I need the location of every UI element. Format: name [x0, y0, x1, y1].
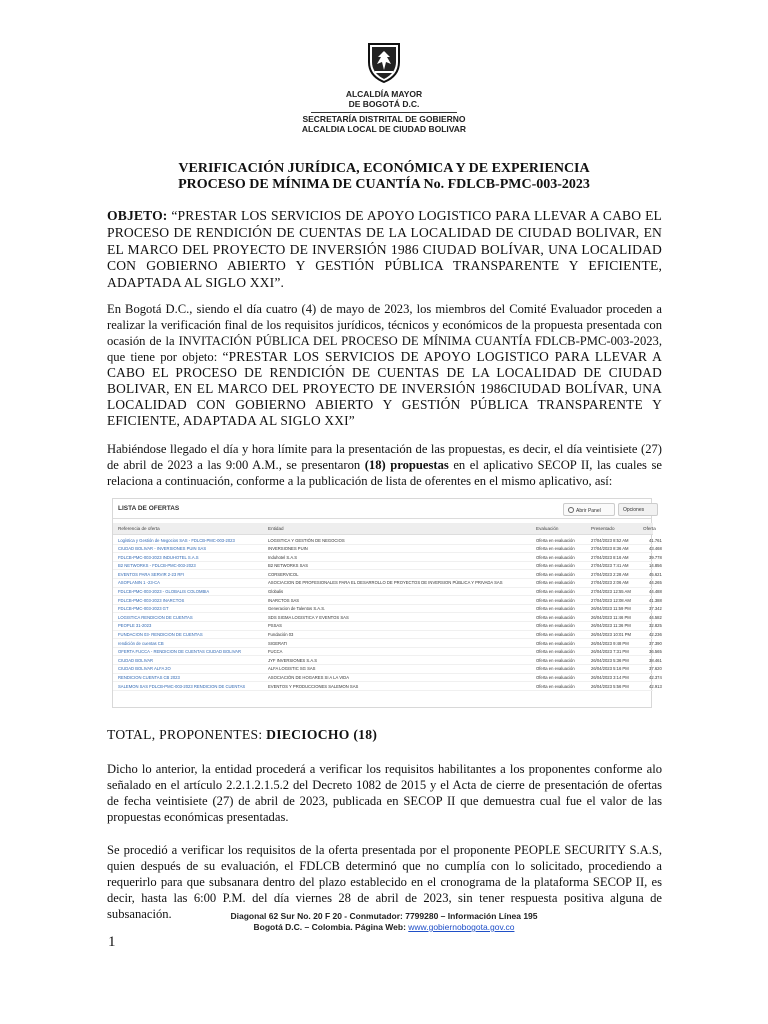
table-row — [113, 553, 662, 562]
offer-entity: SDS SIGMA LOGISTICA Y EVENTOS SAS — [268, 614, 349, 620]
total-proponents — [107, 727, 377, 743]
table-row — [113, 605, 662, 614]
offer-value: 42.913 — [649, 683, 662, 689]
offer-date: 27/04/2023 12:55 AM — [591, 589, 631, 595]
header-line-4: ALCALDIA LOCAL DE CIUDAD BOLIVAR — [301, 124, 467, 134]
footer-web-prefix: Bogotá D.C. – Colombia. Página Web: — [253, 922, 409, 932]
offer-date: 26/04/2023 5:16 PM — [591, 666, 629, 672]
table-row — [113, 596, 662, 605]
offer-value: 41.388 — [649, 597, 662, 603]
offer-value: 42.236 — [649, 632, 662, 638]
offer-reference-link[interactable]: Logística y Gestión de Negocios SAS - FDLCB-PMC-003-2023 — [118, 537, 235, 543]
table-row — [113, 545, 662, 554]
objeto-label: OBJETO: — [107, 208, 168, 223]
offer-status: Oferta en evaluación — [536, 640, 575, 646]
offer-reference-link[interactable]: FDLCB-PMC-003-2023 INDUHOTEL S.A.S — [118, 554, 199, 560]
offers-list-toolbar — [113, 499, 651, 519]
offer-status: Oferta en evaluación — [536, 649, 575, 655]
offer-value: 39.778 — [649, 554, 662, 560]
offer-status: Oferta en evaluación — [536, 546, 575, 552]
offer-date: 27/04/2023 2:06 AM — [591, 580, 629, 586]
table-row — [113, 682, 662, 691]
offer-entity: INARCTOS SAS — [268, 597, 300, 603]
offer-reference-link[interactable]: FDLCB-PMC-003-2023 GT — [118, 606, 169, 612]
offer-entity: LOGISTICA Y GESTIÓN DE NEGOCIOS — [268, 537, 345, 543]
verification-paragraph: Dicho lo anterior, la entidad procederá a verificar los requisitos habilitantes a los proponentes conforme alo señalado en el artículo 2.2.1.2.1.5.2 del Decreto 1082 de 2015 y el Acta de cierre de presentación de ofertas de fecha veintisiete (27) de abril de 2023, publicada en SECOP II que demuestra cual fue el valor de las propuestas económicas presentadas. — [107, 762, 662, 824]
offer-value: 36.565 — [649, 649, 662, 655]
header-divider — [311, 112, 457, 113]
offer-reference-link[interactable]: rendición de cuentas CB — [118, 640, 164, 646]
offer-reference-link[interactable]: SALEMON SAS FDLCB-PMC-003-2023 RENDICION DE CUENTAS — [118, 683, 246, 689]
proposals-text-2: en el aplicativo SECOP II, las cuales se relaciona a continuación, conforme a la publicación de lista de oferentes en el mismo aplicativo, así: — [107, 458, 662, 488]
offers-table-body — [113, 536, 662, 691]
offer-status: Oferta en evaluación — [536, 563, 575, 569]
total-label: TOTAL, PROPONENTES: — [107, 727, 267, 742]
offer-reference-link[interactable]: OFERTA FUCCA - RENDICION DE CUENTAS CIUDAD BOLIVAR — [118, 649, 242, 655]
offer-entity: ALFA LOGISTIC SG SAS — [268, 666, 316, 672]
offer-reference-link[interactable]: CIUDAD BOLIVAR — [118, 657, 154, 663]
offer-reference-link[interactable]: CIUDAD BOLIVAR ALFA 2O — [118, 666, 171, 672]
offer-status: Oferta en evaluación — [536, 623, 575, 629]
offer-reference-link[interactable]: EVENTOS PARA SERVIR 2-23 RFI — [118, 571, 185, 577]
table-row — [113, 613, 662, 622]
offer-status: Oferta en evaluación — [536, 580, 575, 586]
footer-web — [0, 922, 768, 933]
offer-date: 26/04/2023 11:46 PM — [591, 614, 631, 620]
offer-entity: ASOCIACIÓN DE HOGARES SI A LA VIDA — [268, 675, 349, 680]
offer-reference-link[interactable]: FDLCB-PMC-003-2023 INARCTOS — [118, 597, 185, 603]
offer-entity: ASOCIACION DE PROFESIONALES PARA EL DESARROLLO DE PROYECTOS DE INVERSION PÚBLICA Y PRIVADA SAS — [268, 580, 503, 586]
offer-reference-link[interactable]: ASOPLANIN 1 -23-CA — [118, 580, 160, 586]
offer-reference-link[interactable]: CIUDAD BOLIVAR - INVERSIONES PUIN SAS — [118, 546, 207, 552]
plus-circle-icon — [568, 507, 574, 513]
document-subtitle: PROCESO DE MÍNIMA DE CUANTÍA No. FDLCB-PMC-003-2023 — [178, 177, 590, 192]
offer-entity: FUCCA — [268, 649, 283, 655]
offer-entity: SIGERATI — [268, 640, 288, 646]
offer-entity: B2 NETWORKS SAS — [268, 563, 309, 569]
offer-entity: CORSERVICOL — [268, 571, 299, 577]
offer-value: 44.488 — [649, 589, 662, 595]
offer-value: 38.461 — [649, 657, 662, 663]
offer-status: Oferta en evaluación — [536, 614, 575, 620]
offer-reference-link[interactable]: LOGISTICA RENDICION DE CUENTAS — [118, 614, 193, 620]
offer-date: 26/04/2023 11:59 PM — [591, 606, 631, 612]
table-row — [113, 674, 662, 683]
table-row — [113, 588, 662, 597]
offer-date: 26/04/2023 11:36 PM — [591, 623, 631, 629]
offer-status: Oferta en evaluación — [536, 606, 575, 612]
offer-reference-link[interactable]: B2 NETWORKS - FDLCB-PMC-003-2023 — [118, 563, 196, 569]
offer-reference-link[interactable]: RENDICION CUENTAS CB 2023 — [118, 675, 180, 680]
offer-reference-link[interactable]: PEOPLE 31-2023 — [118, 623, 152, 629]
offer-value: 41.761 — [649, 537, 662, 543]
intro-paragraph — [107, 301, 662, 429]
offer-value: 32.825 — [649, 623, 662, 629]
offer-value: 43.468 — [649, 546, 662, 552]
offers-list-title: LISTA DE OFERTAS — [118, 505, 180, 512]
proposals-count: (18) propuestas — [364, 458, 449, 472]
offer-status: Oferta en evaluación — [536, 597, 575, 603]
website-link[interactable]: www.gobiernobogota.gov.co — [408, 922, 515, 932]
offer-value: 42.374 — [649, 675, 662, 680]
header-line-2: DE BOGOTÁ D.C. — [348, 99, 420, 109]
offer-date: 26/04/2023 5:36 PM — [591, 657, 629, 663]
coat-of-arms-icon — [363, 40, 405, 84]
offer-status: Oferta en evaluación — [536, 554, 575, 560]
table-row — [113, 579, 662, 588]
table-row — [113, 562, 662, 571]
offer-date: 27/04/2023 12:08 AM — [591, 597, 631, 603]
offer-status: Oferta en evaluación — [536, 683, 575, 689]
intro-text: En Bogotá D.C., siendo el día cuatro (4) de mayo de 2023, los miembros del Comité Evaluador proceden a realizar la verificación final de los requisitos jurídicos, técnicos y económicos de la propuesta presentada con ocasión de la INVITACIÓN PÚBLICA DEL PROCESO DE MÍNIMA CUANTÍA FDLCB-PMC-003-2023, que tiene por objeto: — [107, 302, 662, 364]
column-header-entity[interactable]: Entidad — [268, 526, 284, 531]
offer-status: Oferta en evaluación — [536, 589, 575, 595]
total-value: DIECIOCHO (18) — [266, 727, 378, 742]
header-line-1: ALCALDÍA MAYOR — [345, 89, 423, 99]
offer-value: 37.620 — [649, 666, 662, 672]
offer-status: Oferta en evaluación — [536, 537, 575, 543]
column-header-reference[interactable]: Referencia de oferta — [118, 526, 160, 531]
table-row — [113, 665, 662, 674]
column-header-evaluation[interactable]: Evaluación — [536, 526, 559, 531]
offers-table-header — [113, 523, 656, 535]
objeto-text: “PRESTAR LOS SERVICIOS DE APOYO LOGISTICO PARA LLEVAR A CABO EL PROCESO DE RENDICIÓN DE CUENTAS DE LA LOCALIDAD DE CIUDAD BOLIVAR, EN EL MARCO DEL PROYECTO DE INVERSIÓN 1986 CIUDAD BOLÍVAR, UNA LOCALIDAD CON GOBIERNO ABIERTO Y GESTIÓN PÚBLICA TRANSPARENTE Y EFICIENTE, ADAPTADA AL SIGLO XXI”. — [107, 208, 662, 291]
offer-date: 26/04/2023 7:31 PM — [591, 649, 629, 655]
column-header-offer[interactable]: Oferta — [643, 526, 656, 531]
offer-entity: Globalis — [268, 589, 284, 595]
table-row — [113, 648, 662, 657]
footer-address: Diagonal 62 Sur No. 20 F 20 - Conmutador: 7799280 – Información Línea 195 — [230, 911, 538, 921]
offer-value: 37.342 — [649, 606, 662, 612]
offer-value: 44.265 — [649, 580, 662, 586]
offer-status: Oferta en evaluación — [536, 657, 575, 663]
offer-date: 27/04/2023 7:41 AM — [591, 563, 629, 569]
offer-date: 27/04/2023 8:16 AM — [591, 554, 629, 560]
options-label: Opciones — [623, 507, 645, 513]
offer-entity: Fundación 03 — [268, 632, 294, 638]
offer-date: 26/04/2023 5:56 PM — [591, 683, 629, 689]
table-row — [113, 656, 662, 665]
offer-status: Oferta en evaluación — [536, 675, 575, 680]
table-row — [113, 536, 662, 545]
offer-value: 14.856 — [649, 563, 662, 569]
table-row — [113, 622, 662, 631]
table-row — [113, 639, 662, 648]
offer-date: 27/04/2023 2:28 AM — [591, 571, 629, 577]
offer-entity: PSSAS — [268, 623, 282, 629]
table-row — [113, 570, 662, 579]
offer-date: 26/04/2023 10:01 PM — [591, 632, 632, 638]
header-line-3: SECRETARÍA DISTRITAL DE GOBIERNO — [302, 114, 466, 124]
offer-value: 37.390 — [649, 640, 662, 646]
offer-status: Oferta en evaluación — [536, 666, 575, 672]
offer-reference-link[interactable]: FDLCB-PMC-003-2023 - GLOBALIS COLOMBIA — [118, 589, 210, 595]
offer-value: 45.621 — [649, 571, 662, 577]
offer-date: 27/04/2023 8:52 AM — [591, 537, 629, 543]
page-number: 1 — [108, 934, 116, 950]
intro-objeto-quote: “PRESTAR LOS SERVICIOS DE APOYO LOGISTICO PARA LLEVAR A CABO EL PROCESO DE RENDICIÓN DE CUENTAS DE LA LOCALIDAD DE CIUDAD BOLIVAR, EN EL MARCO DEL PROYECTO DE INVERSIÓN 1986CIUDAD BOLÍVAR, UNA LOCALIDAD CON GOBIERNO ABIERTO Y GESTIÓN PÚBLICA TRANSPARENTE Y EFICIENTE, ADAPTADA AL SIGLO XXI” — [107, 349, 662, 428]
offer-entity: EVENTOS Y PRODUCCIONES SALEMON SAS — [268, 683, 359, 689]
offer-date: 26/04/2023 3:14 PM — [591, 675, 629, 680]
proposals-text-1: Habiéndose llegado el día y hora límite para la presentación de las propuestas, es decir, el día veintisiete (27) de abril de 2023 a las 9:00 A.M., se presentaron — [107, 442, 662, 472]
column-header-submitted[interactable]: Presentado — [591, 526, 615, 531]
offer-status: Oferta en evaluación — [536, 571, 575, 577]
table-row — [113, 631, 662, 640]
offers-list-panel — [112, 498, 662, 708]
open-panel-label: Abrir Panel — [576, 508, 601, 514]
offer-reference-link[interactable]: FUNDACION 03- RENDICION DE CUENTAS — [118, 632, 203, 638]
offer-entity: JYF INVERSIONES S.A.S — [268, 657, 318, 663]
offer-value: 44.582 — [649, 614, 662, 620]
offer-status: Oferta en evaluación — [536, 632, 575, 638]
objeto-paragraph — [107, 208, 662, 292]
open-panel-button[interactable] — [563, 503, 615, 516]
offer-entity: Generacion de Talentos S.A.S. — [268, 606, 326, 612]
offer-date: 26/04/2023 9:48 PM — [591, 640, 629, 646]
offer-entity: INVERSIONES PUIN — [268, 546, 308, 552]
offer-entity: Induhotel S.A.S — [268, 554, 298, 560]
people-security-paragraph: Se procedió a verificar los requisitos de la oferta presentada por el proponente PEOPLE SECURITY S.A.S, quien después de su evaluación, el FDLCB determinó que no cumplía con lo solicitado, procediendo a requerirlo para que subsanara dentro del plazo establecido en el cronograma de la plataforma SECOP II, es decir, hasta las 6:00 P.M. del día viernes 28 de abril de 2023, sin tener respuesta positiva alguna de subsanación. — [107, 843, 662, 921]
options-button[interactable] — [618, 503, 658, 516]
offer-date: 27/04/2023 8:36 AM — [591, 546, 629, 552]
proposals-paragraph — [107, 441, 662, 489]
document-title: VERIFICACIÓN JURÍDICA, ECONÓMICA Y DE EXPERIENCIA — [178, 161, 590, 176]
